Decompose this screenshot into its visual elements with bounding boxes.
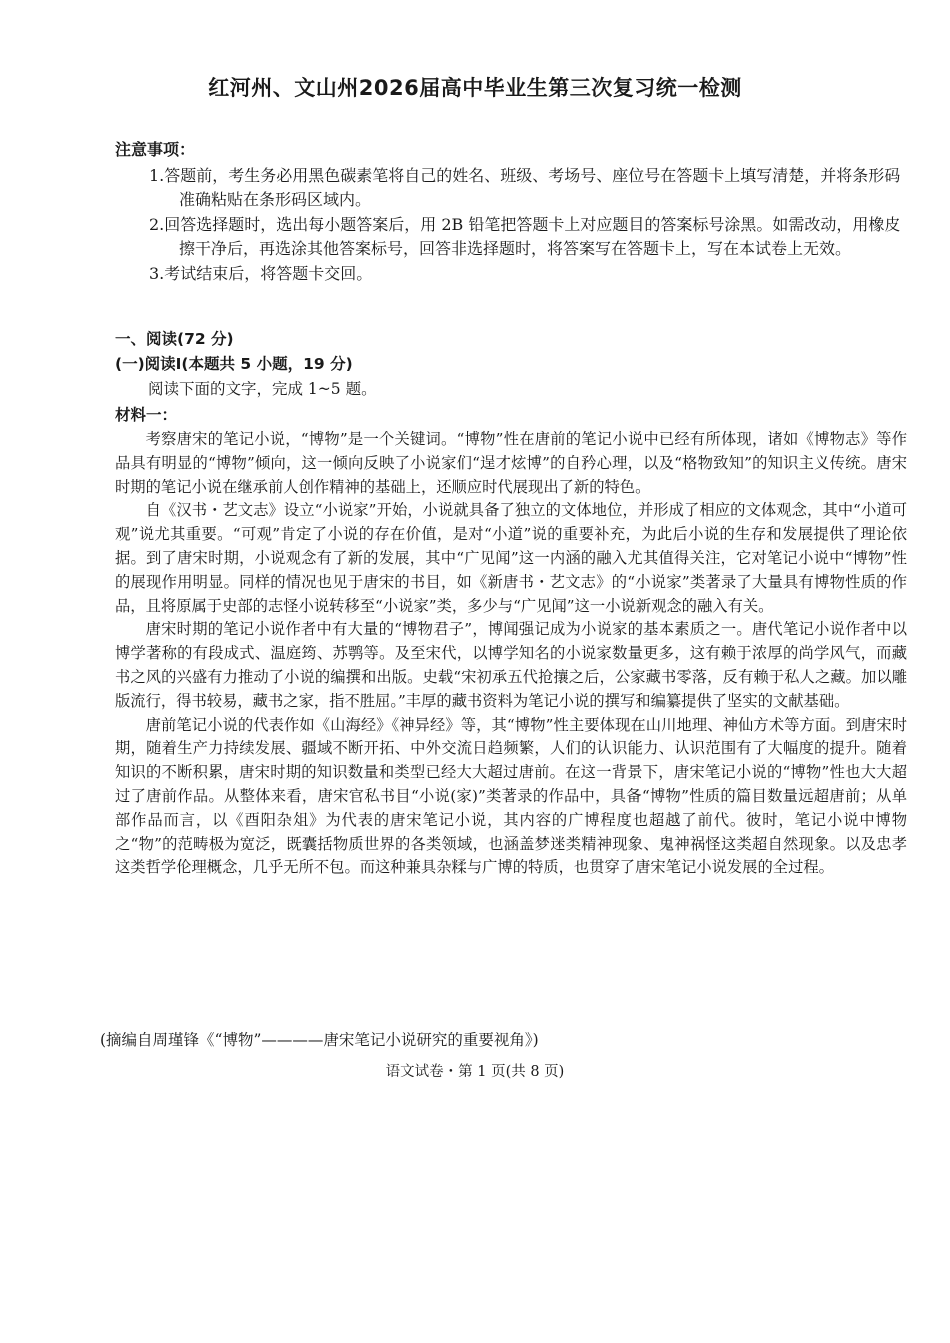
section-heading: 一、阅读(72 分) xyxy=(115,330,234,348)
material-body xyxy=(115,428,907,880)
notice-heading: 注意事项： xyxy=(115,140,196,159)
source-citation: (摘编自周瑾锋《“博物”————唐宋笔记小说研究的重要视角》) xyxy=(100,1031,539,1049)
paragraph: 考察唐宋的笔记小说，“博物”是一个关键词。“博物”性在唐前的笔记小说中已经有所体现，诸如《博物志》等作品具有明显的“博物”倾向，这一倾向反映了小说家们“逞才炫博”的自矜心理，以及“格物致知”的知识主义传统。唐宋时期的笔记小说在继承前人创作精神的基础上，还顺应时代展现出了新的特色。 xyxy=(115,430,907,496)
sub-section-heading: (一)阅读Ⅰ(本题共 5 小题，19 分) xyxy=(115,355,353,373)
notice-item: 2.回答选择题时，选出每小题答案后，用 2B 铅笔把答题卡上对应题目的答案标号涂黑。如需改动，用橡皮擦干净后，再选涂其他答案标号，回答非选择题时，将答案写在答题卡上，写在本试卷上无效。 xyxy=(149,215,901,258)
notice-item: 1.答题前，考生务必用黑色碳素笔将自己的姓名、班级、考场号、座位号在答题卡上填写清楚，并将条形码准确粘贴在条形码区域内。 xyxy=(149,166,901,209)
notice-block xyxy=(115,138,905,287)
notice-item: 3.考试结束后，将答题卡交回。 xyxy=(149,264,373,283)
material-heading: 材料一： xyxy=(115,406,178,424)
paragraph: 唐前笔记小说的代表作如《山海经》《神异经》等，其“博物”性主要体现在山川地理、神仙方术等方面。到唐宋时期，随着生产力持续发展、疆域不断开拓、中外交流日趋频繁，人们的认识能力、认识范围有了大幅度的提升。随着知识的不断积累，唐宋时期的知识数量和类型已经大大超过唐前。在这一背景下，唐宋笔记小说的“博物”性也大大超过了唐前作品。从整体来看，唐宋官私书目“小说(家)”类著录的作品中，具备“博物”性质的篇目数量远超唐前；从单部作品而言，以《酉阳杂俎》为代表的唐宋笔记小说，其内容的广博程度也超越了前代。彼时，笔记小说中博物之“物”的范畴极为宽泛，既囊括物质世界的各类领域，也涵盖梦迷类精神现象、鬼神祸怪这类超自然现象。以及忠孝这类哲学伦理概念，几乎无所不包。而这种兼具杂糅与广博的特质，也贯穿了唐宋笔记小说发展的全过程。 xyxy=(115,715,907,877)
exam-title: 红河州、文山州2026届高中毕业生第三次复习统一检测 xyxy=(208,76,742,100)
paragraph: 唐宋时期的笔记小说作者中有大量的“博物君子”，博闻强记成为小说家的基本素质之一。唐代笔记小说作者中以博学著称的有段成式、温庭筠、苏鹗等。及至宋代，以博学知名的小说家数量更多，这有赖于浓厚的尚学风气，而藏书之风的兴盛有力推动了小说的编撰和出版。史载“宋初承五代抢攘之后，公家藏书零落，反有赖于私人之藏。加以雕版流行，得书较易，藏书之家，指不胜屈。”丰厚的藏书资料为笔记小说的撰写和编纂提供了坚实的文献基础。 xyxy=(115,620,907,710)
instruction-text: 阅读下面的文字，完成 1~5 题。 xyxy=(148,380,377,398)
page-footer: 语文试卷・第 1 页(共 8 页) xyxy=(385,1064,565,1080)
paragraph: 自《汉书・艺文志》设立“小说家”开始，小说就具备了独立的文体地位，并形成了相应的文体观念，其中“小道可观”说尤其重要。“可观”肯定了小说的存在价值，是对“小道”说的重要补充，为此后小说的生存和发展提供了理论依据。到了唐宋时期，小说观念有了新的发展，其中“广见闻”这一内涵的融入尤其值得关注，它对笔记小说中“博物”性的展现作用明显。同样的情况也见于唐宋的书目，如《新唐书・艺文志》的“小说家”类著录了大量具有博物性质的作品，且将原属于史部的志怪小说转移至“小说家”类，多少与“广见闻”这一小说新观念的融入有关。 xyxy=(115,501,907,615)
